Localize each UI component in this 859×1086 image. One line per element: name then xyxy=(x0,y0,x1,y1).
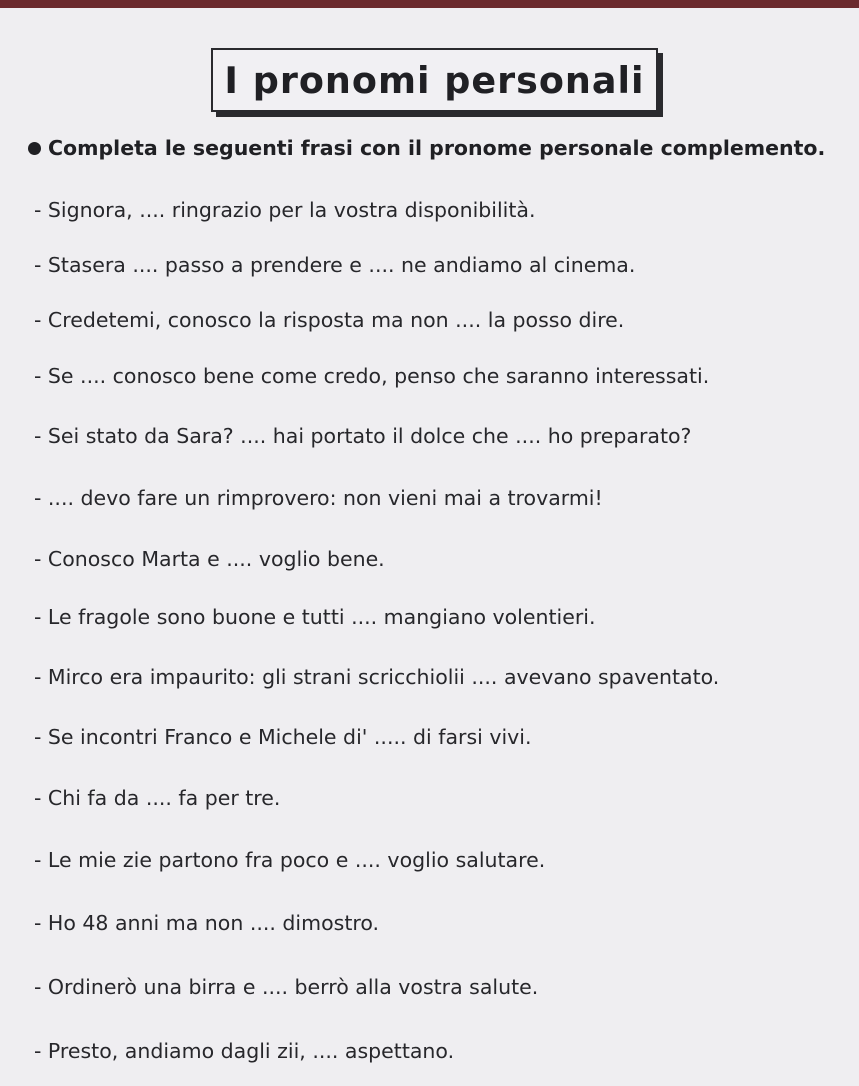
sentence-5: - Sei stato da Sara? .... hai portato il dolce che .... ho preparato? xyxy=(34,424,692,448)
sentence-12: - Le mie zie partono fra poco e .... voglio salutare. xyxy=(34,848,546,872)
sentence-3: - Credetemi, conosco la risposta ma non .... la posso dire. xyxy=(34,308,625,332)
title-box xyxy=(211,48,658,112)
sentence-7: - Conosco Marta e .... voglio bene. xyxy=(34,547,385,571)
sentence-11: - Chi fa da .... fa per tre. xyxy=(34,786,281,810)
sentence-1: - Signora, .... ringrazio per la vostra disponibilità. xyxy=(34,198,536,222)
sentence-8: - Le fragole sono buone e tutti .... mangiano volentieri. xyxy=(34,605,596,629)
page-title: I pronomi personali xyxy=(224,58,645,102)
sentence-10: - Se incontri Franco e Michele di' ..... di farsi vivi. xyxy=(34,725,532,749)
sentence-2: - Stasera .... passo a prendere e .... ne andiamo al cinema. xyxy=(34,253,636,277)
sentence-4: - Se .... conosco bene come credo, penso che saranno interessati. xyxy=(34,364,710,388)
instruction-text: Completa le seguenti frasi con il pronome personale complemento. xyxy=(48,136,826,160)
sentence-13: - Ho 48 anni ma non .... dimostro. xyxy=(34,911,380,935)
sentence-15: - Presto, andiamo dagli zii, .... aspettano. xyxy=(34,1039,455,1063)
sentence-9: - Mirco era impaurito: gli strani scricchiolii .... avevano spaventato. xyxy=(34,665,720,689)
bullet-dot-icon xyxy=(28,142,41,155)
sentence-14: - Ordinerò una birra e .... berrò alla vostra salute. xyxy=(34,975,539,999)
instruction-row xyxy=(28,128,848,168)
sentence-6: - .... devo fare un rimprovero: non vieni mai a trovarmi! xyxy=(34,486,603,510)
